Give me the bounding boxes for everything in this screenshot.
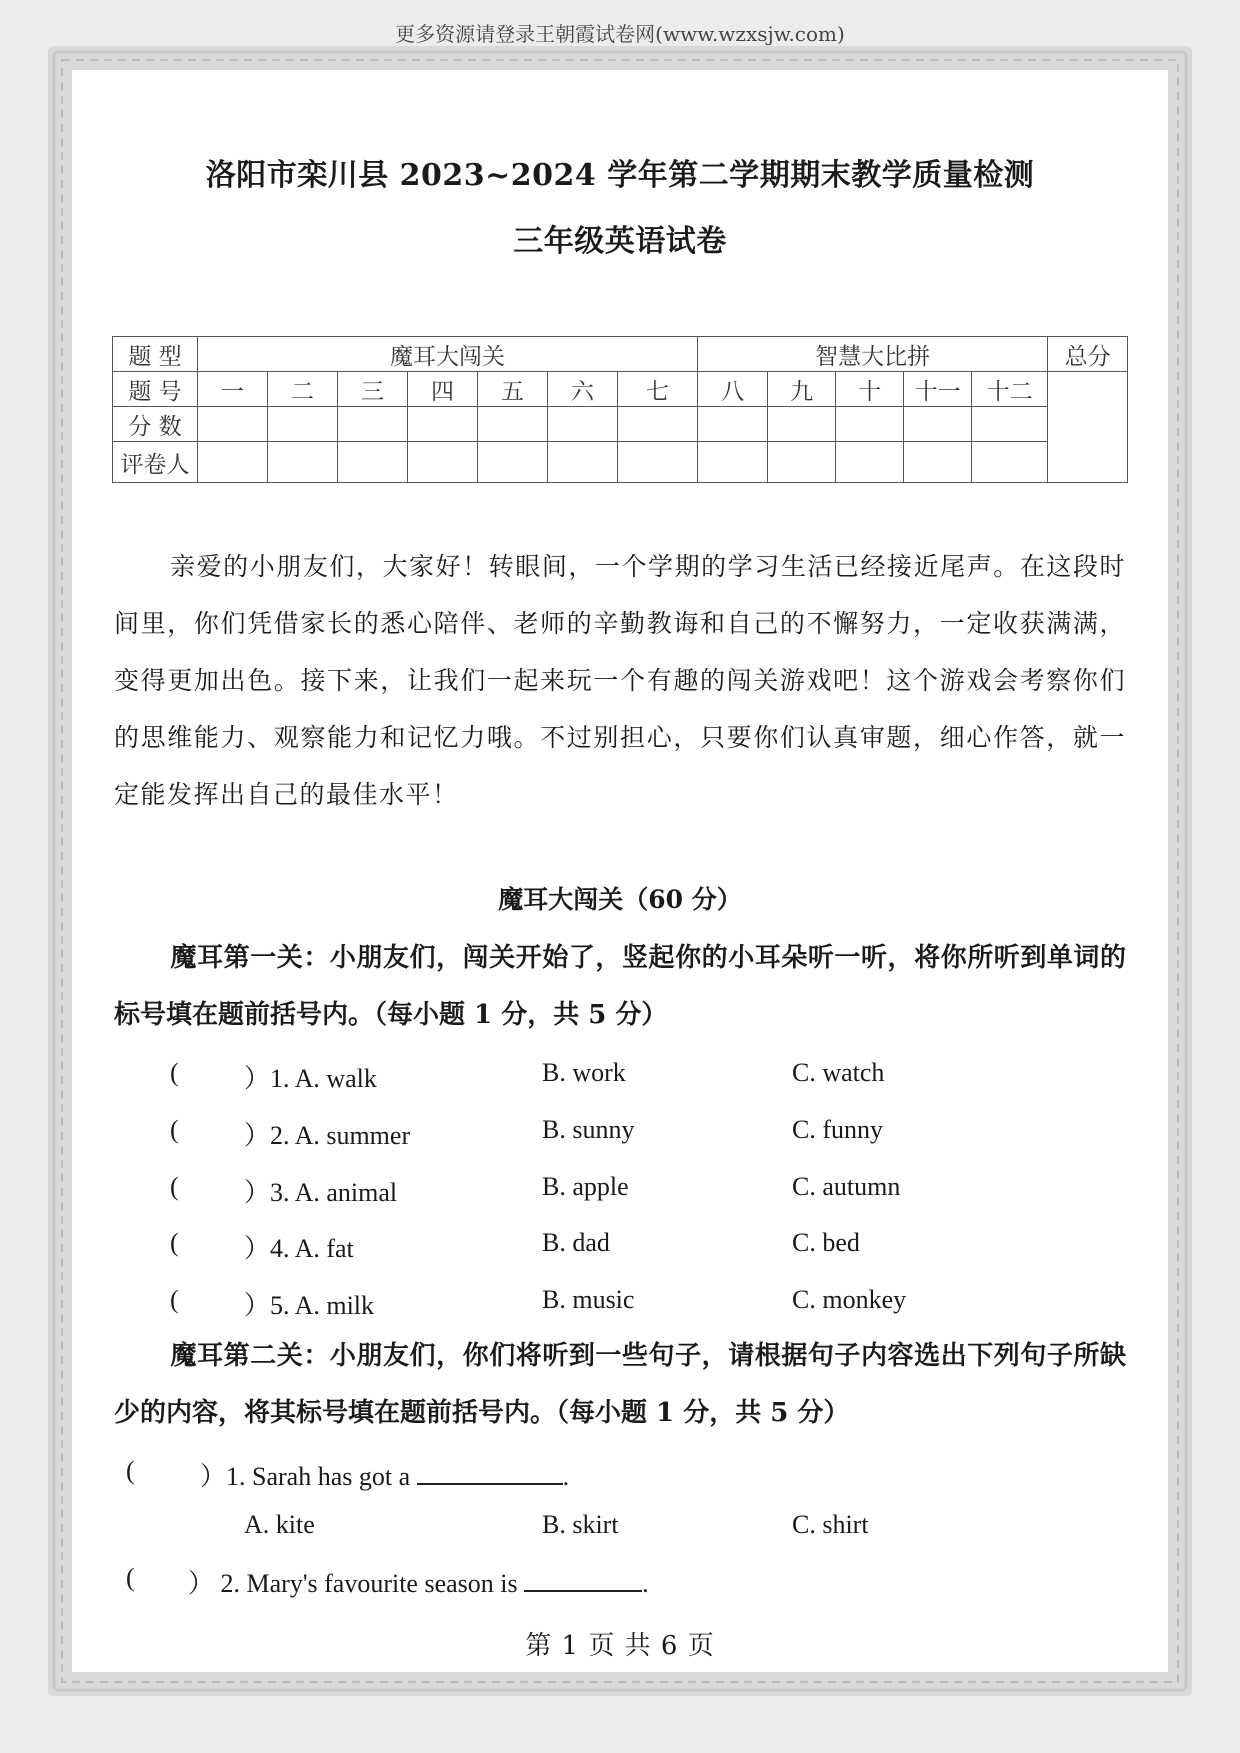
answer-paren[interactable]: ( [126, 1563, 135, 1592]
grader-cell [904, 442, 972, 483]
section-title: 魔耳大闯关（60 分） [498, 885, 742, 914]
grader-cell [836, 442, 904, 483]
question-number: 四 [408, 372, 478, 407]
grader-cell [268, 442, 338, 483]
exam-subtitle: 三年级英语试卷 [513, 224, 727, 259]
grader-cell [198, 442, 268, 483]
question-number: 五 [478, 372, 548, 407]
question-3-text: ）3. A. animal [244, 1178, 398, 1207]
part2-question-1-option-c: C. shirt [792, 1510, 869, 1539]
question-4-option-c: C. bed [792, 1228, 860, 1257]
question-1-text: ）1. A. walk [244, 1064, 377, 1093]
score-cell [548, 407, 618, 442]
part2-question-2: ） 2. Mary's favourite season is . [188, 1569, 649, 1598]
question-4-text: ）4. A. fat [244, 1234, 354, 1263]
question-number: 六 [548, 372, 618, 407]
part2-instruction [114, 1328, 1126, 1442]
table-row [113, 372, 1128, 407]
group-header: 智慧大比拼 [698, 337, 1048, 372]
score-cell [768, 407, 836, 442]
question-2-option-c: C. funny [792, 1115, 883, 1144]
row-label: 评卷人 [113, 442, 198, 483]
score-cell [904, 407, 972, 442]
part2-question-1-option-a: A. kite [244, 1510, 315, 1539]
answer-blank[interactable] [524, 1568, 642, 1592]
score-cell [618, 407, 698, 442]
part2-question-1: ）1. Sarah has got a . [200, 1462, 570, 1491]
grader-cell [768, 442, 836, 483]
score-cell [268, 407, 338, 442]
row-label: 题 型 [113, 337, 198, 372]
part2-question-1-option-b: B. skirt [542, 1510, 619, 1539]
question-2-text: ）2. A. summer [244, 1121, 411, 1150]
exam-title: 洛阳市栾川县 2023~2024 学年第二学期期末教学质量检测 [205, 158, 1035, 193]
score-cell [198, 407, 268, 442]
question-3-option-b: B. apple [542, 1172, 629, 1201]
question-3-option-c: C. autumn [792, 1172, 901, 1201]
answer-blank[interactable] [417, 1461, 563, 1485]
row-label: 题 号 [113, 372, 198, 407]
answer-paren[interactable]: ( [170, 1115, 179, 1144]
score-cell [478, 407, 548, 442]
total-header: 总分 [1048, 337, 1128, 372]
question-2-option-b: B. sunny [542, 1115, 635, 1144]
question-number: 七 [618, 372, 698, 407]
part2-question-1-text: ）1. Sarah has got a [200, 1462, 411, 1491]
question-number: 十二 [972, 372, 1048, 407]
question-number: 八 [698, 372, 768, 407]
question-number: 二 [268, 372, 338, 407]
answer-paren[interactable]: ( [170, 1285, 179, 1314]
question-number: 十一 [904, 372, 972, 407]
intro-paragraph [114, 538, 1126, 823]
answer-paren[interactable]: ( [170, 1058, 179, 1087]
part1-instruction-text: 魔耳第一关：小朋友们，闯关开始了，竖起你的小耳朵听一听，将你所听到单词的标号填在题前括号内。（每小题 1 分，共 5 分） [114, 943, 1126, 1030]
grader-cell [478, 442, 548, 483]
grader-cell [338, 442, 408, 483]
table-row [113, 407, 1128, 442]
answer-paren[interactable]: ( [170, 1172, 179, 1201]
table-row [113, 337, 1128, 372]
score-cell [338, 407, 408, 442]
score-cell [408, 407, 478, 442]
question-number: 三 [338, 372, 408, 407]
part1-instruction [114, 930, 1126, 1044]
question-5-option-b: B. music [542, 1285, 635, 1314]
score-cell [698, 407, 768, 442]
grader-cell [548, 442, 618, 483]
score-table [112, 336, 1128, 483]
answer-paren[interactable]: ( [170, 1228, 179, 1257]
question-5-option-c: C. monkey [792, 1285, 907, 1314]
question-5-text: ）5. A. milk [244, 1291, 375, 1320]
question-number: 十 [836, 372, 904, 407]
table-row [113, 442, 1128, 483]
part2-instruction-text: 魔耳第二关：小朋友们，你们将听到一些句子，请根据句子内容选出下列句子所缺少的内容，将其标号填在题前括号内。（每小题 1 分，共 5 分） [114, 1341, 1126, 1428]
page-footer: 第 1 页 共 6 页 [525, 1631, 715, 1661]
question-4-option-b: B. dad [542, 1228, 610, 1257]
question-1-option-c: C. watch [792, 1058, 885, 1087]
question-number: 九 [768, 372, 836, 407]
question-1-option-b: B. work [542, 1058, 626, 1087]
grader-cell [618, 442, 698, 483]
grader-cell [972, 442, 1048, 483]
row-label: 分 数 [113, 407, 198, 442]
grader-cell [698, 442, 768, 483]
question-number: 一 [198, 372, 268, 407]
score-cell [836, 407, 904, 442]
answer-paren[interactable]: ( [126, 1456, 135, 1485]
grader-cell [408, 442, 478, 483]
total-score-cell [1048, 372, 1128, 483]
intro-text: 亲爱的小朋友们，大家好！转眼间，一个学期的学习生活已经接近尾声。在这段时间里，你们凭借家长的悉心陪伴、老师的辛勤教诲和自己的不懈努力，一定收获满满，变得更加出色。接下来，让我们一起来玩一个有趣的闯关游戏吧！这个游戏会考察你们的思维能力、观察能力和记忆力哦。不过别担心，只要你们认真审题，细心作答，就一定能发挥出自己的最佳水平！ [114, 552, 1126, 809]
group-header: 魔耳大闯关 [198, 337, 698, 372]
part2-question-2-text: ） 2. Mary's favourite season is [188, 1569, 518, 1598]
score-cell [972, 407, 1048, 442]
watermark-text: 更多资源请登录王朝霞试卷网(www.wzxsjw.com) [395, 22, 845, 46]
